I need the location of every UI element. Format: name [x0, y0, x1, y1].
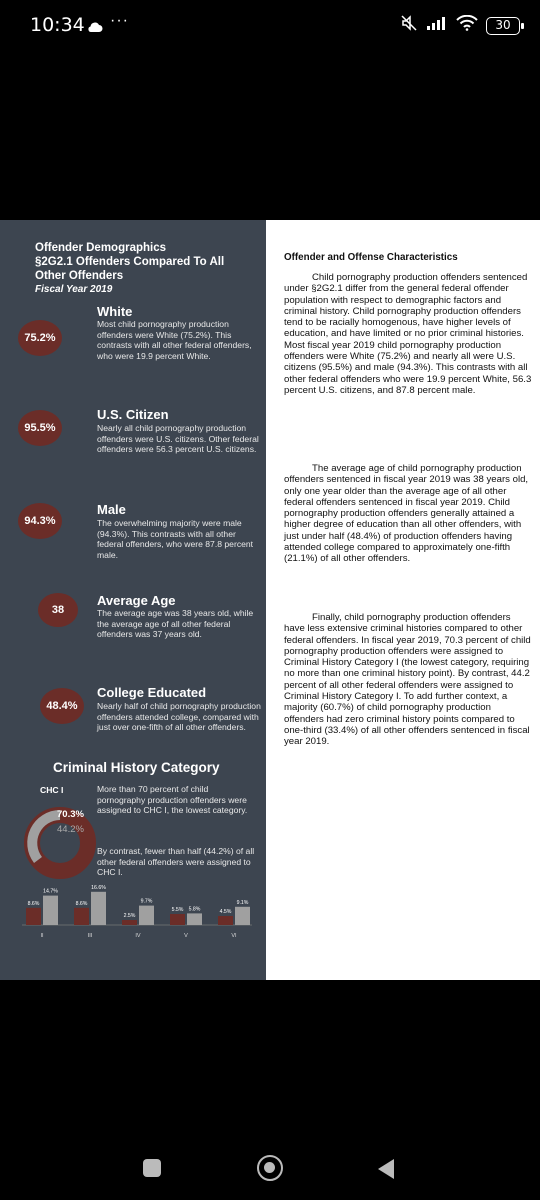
battery-icon: 30	[486, 17, 520, 35]
bar-value-label: 5.5%	[171, 907, 184, 913]
wifi-icon	[456, 15, 478, 36]
demographics-panel	[0, 220, 266, 980]
bar-value-label: 4.5%	[219, 909, 232, 915]
chc-text-other: By contrast, fewer than half (44.2%) of all other federal offenders were assigned to CHC I.	[97, 846, 255, 878]
bar-value-label: 5.8%	[188, 906, 201, 913]
chc-text-production: More than 70 percent of child pornography production offenders were assigned to CHC I, the lowest category.	[97, 784, 248, 816]
stat-value-badge: 75.2%	[18, 320, 62, 356]
bar-value-label: 9.1%	[236, 899, 249, 906]
paragraph: Child pornography production offenders sentenced under §2G2.1 differ from the general federal offender population with respect to demographic factors and criminal history. Child pornography production offenders tend to be racially homogenous, have higher levels of education, and have limited or no prior criminal histories. Most fiscal year 2019 child pornography production offenders were White (75.2%) and nearly all were U.S. citizens (95.5%) and male (94.3%). This contrasts with all other federal offenders who were 19.9 percent White, 56.3 percent U.S. citizens, and 87.8 percent male.	[284, 272, 532, 396]
stat-value-badge: 38	[38, 593, 78, 627]
chc-section-title: Criminal History Category	[53, 760, 220, 775]
category-tick-label: III	[87, 933, 93, 939]
chart-bar	[235, 907, 250, 925]
status-icons	[400, 14, 520, 37]
chart-bar	[91, 892, 106, 925]
chart-bar	[187, 913, 202, 925]
status-time: 10:34	[30, 14, 85, 36]
chart-bar	[122, 920, 137, 925]
bar-value-label: 16.6%	[91, 884, 106, 891]
stat-heading: College Educated	[97, 685, 207, 700]
chart-bar	[218, 916, 233, 925]
signal-icon	[426, 15, 448, 36]
bar-value-label: 8.6%	[27, 900, 40, 907]
title-line: Other Offenders	[35, 270, 124, 282]
bar-value-label: 9.7%	[140, 898, 153, 905]
stat-value-badge: 94.3%	[18, 503, 62, 539]
stat-text: Most child pornography production offenders were White (75.2%). This contrasts with all other federal offenders, who were 19.9 percent White.	[97, 319, 252, 361]
chart-bar	[74, 908, 89, 925]
bar-value-label: 2.5%	[123, 913, 136, 919]
stat-text: The overwhelming majority were male (94.3%). This contrasts with all other federal offenders, who were 87.8 percent male.	[97, 518, 254, 560]
panel-title	[35, 241, 255, 283]
category-tick-label: V	[184, 933, 188, 939]
section-heading: Offender and Offense Characteristics	[284, 252, 458, 263]
more-notifications-icon: ···	[110, 12, 129, 29]
stat-text: Nearly half of child pornography production offenders attended college, compared with just over one-fifth of all other offenders.	[97, 701, 261, 733]
bar-value-label: 14.7%	[43, 888, 58, 895]
stat-text: Nearly all child pornography production offenders were U.S. citizens. Other federal offenders were 56.3 percent U.S. citizens.	[97, 423, 259, 455]
chart-bar	[170, 914, 185, 925]
stat-heading: White	[97, 304, 133, 319]
category-tick-label: II	[40, 933, 44, 939]
home-button[interactable]	[257, 1155, 283, 1181]
title-line: Offender Demographics	[35, 242, 166, 254]
stat-heading: Average Age	[97, 593, 176, 608]
stat-text: The average age was 38 years old, while the average age of all other federal offenders was 37 years old.	[97, 608, 254, 640]
document-page	[0, 220, 540, 980]
category-tick-label: IV	[135, 933, 141, 939]
chart-bar	[139, 906, 154, 925]
chc-production-percent: 70.3%	[57, 809, 84, 820]
mute-icon	[400, 14, 418, 37]
recent-apps-button[interactable]	[143, 1159, 161, 1177]
stat-value-badge: 95.5%	[18, 410, 62, 446]
back-button[interactable]	[378, 1159, 394, 1179]
bar-value-label: 8.6%	[75, 900, 88, 907]
stat-value-badge: 48.4%	[40, 688, 84, 724]
title-line: §2G2.1 Offenders Compared To All	[35, 256, 225, 268]
chart-bar	[26, 908, 41, 925]
status-bar	[0, 0, 540, 56]
characteristics-column	[266, 220, 540, 980]
navigation-bar	[0, 1145, 540, 1195]
paragraph: The average age of child pornography production offenders sentenced in fiscal year 2019 was 38 years old, only one year older than the average age of all other federal offenders sentenced in fiscal year 2019. Child pornography production offenders generally attained a higher degree of education than all other offenders, with just under half (48.4%) of production offenders having attended college compared to approximately one-fifth (21.1%) of all other offenders.	[284, 463, 529, 565]
chc-other-percent: 44.2%	[57, 824, 84, 835]
stat-heading: U.S. Citizen	[97, 407, 169, 422]
paragraph: Finally, child pornography production offenders have less extensive criminal histories compared to other federal offenders. In fiscal year 2019, 70.3 percent of child pornography production offenders were assigned to Criminal History Category I (the lowest category, requiring no more than one criminal history point). By contrast, 44.2 percent of all other federal offenders were assigned to Criminal History Category I. To add further context, a majority (60.7%) of child pornography production offenders had zero criminal history points compared to one-third (33.4%) of all other offenders sentenced in fiscal year 2019.	[284, 612, 531, 748]
category-tick-label: VI	[231, 933, 237, 939]
chart-bar	[43, 896, 58, 925]
chc-bar-chart	[22, 865, 266, 945]
chc-label: CHC I	[40, 785, 64, 795]
cloud-icon	[87, 20, 103, 38]
stat-heading: Male	[97, 502, 126, 517]
panel-subtitle: Fiscal Year 2019	[35, 284, 113, 295]
